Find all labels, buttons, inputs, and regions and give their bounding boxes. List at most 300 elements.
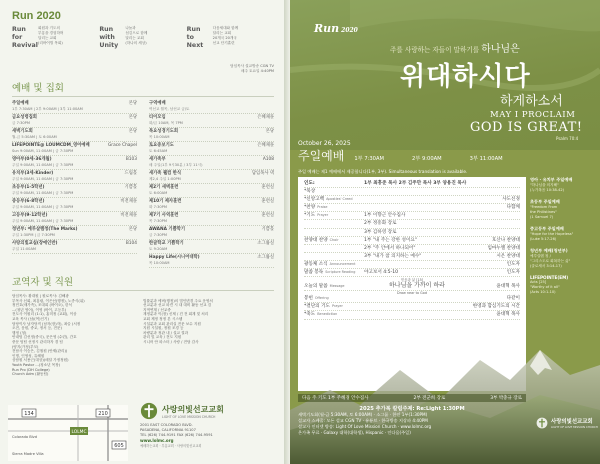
- broadcast-note-line: 매주 토요일 4:40PM: [241, 69, 274, 73]
- service-name: 유치부(3세-Kinder): [12, 171, 54, 176]
- service-place: 은혜채플: [257, 143, 274, 148]
- run-word: Run: [99, 26, 114, 33]
- order-content: 1부 최흥준 목사 2부 김주만 목사 3부 양용진 목사: [364, 181, 467, 186]
- order-row: [304, 282, 520, 291]
- department-name: LIFEPOINTE(EM): [530, 275, 569, 280]
- department-name: 청년부 예배(청년부): [530, 248, 568, 253]
- service-item: [149, 100, 274, 114]
- service-place: 훈련실: [261, 213, 274, 218]
- hero-banner: [290, 0, 600, 150]
- service-time: 목 10:00AM: [149, 261, 170, 265]
- service-name: 고등부(9-12학년): [12, 213, 48, 218]
- service-item: [12, 240, 137, 254]
- staff-line: 전도사 이원리 (1:1), 홈미정 (교회), 이상: [12, 312, 77, 317]
- order-label-ko: 말씀 봉독: [304, 270, 324, 276]
- service-time: 토 6:45AM: [149, 149, 168, 153]
- bottom-highlight: 2025 추가복 칼럼주제: Re:Light 1:30PM: [359, 406, 465, 412]
- order-row: [304, 229, 520, 237]
- service-name: 새벽기도회: [12, 129, 33, 134]
- run-desc-line: 달리는 교회: [38, 36, 57, 40]
- department-detail: "Freedom From: [530, 205, 558, 209]
- staff-line: 행정 (청): [12, 330, 27, 335]
- staff-line: Run Pro (DH College): [12, 367, 50, 372]
- service-header: [298, 140, 503, 164]
- staff-line: 교육 목사 (남/(여)인기): [12, 316, 49, 321]
- broadcast-note: [12, 64, 274, 74]
- service-time: 여선교 월목, 남선교 금/토: [149, 107, 190, 111]
- order-label-en: Apostles' Creed: [326, 197, 353, 202]
- staff-line: 관리 및 교육 / 전도 지원: [143, 335, 182, 340]
- staff-right-column: [143, 299, 274, 377]
- order-row: [304, 303, 520, 311]
- staff-line: 안내팀 김선정(중국), 문은영 (수련), 간호: [12, 335, 77, 340]
- right-panel: [290, 0, 600, 464]
- service-times: [354, 155, 502, 162]
- run-col-desc: [125, 26, 147, 62]
- department-detail: "하나님을 의지해": [530, 183, 559, 187]
- church-logo-icon: [536, 417, 548, 429]
- service-name: 새가족 웰컴 한식: [149, 171, 182, 176]
- service-item: [149, 128, 274, 142]
- service-title: 주일예배: [298, 149, 345, 163]
- service-time: 토 6:00AM: [149, 191, 168, 195]
- staff-line: 시설분과 교회 관리실 전문 보수 지원: [143, 321, 201, 326]
- left-panel: [0, 0, 284, 464]
- run-word: for: [12, 34, 23, 41]
- order-label-en: Offering: [314, 296, 329, 301]
- run-col-big: [12, 26, 38, 62]
- department-detail: the Philistines": [530, 210, 557, 214]
- map-label-church: LOLMC: [71, 430, 87, 435]
- service-name: 한글학교 기쁨학기: [149, 241, 184, 246]
- church-logo-icon: [140, 402, 158, 420]
- staff-line: 오전, 음원, 중교, 정서 등, 전문): [12, 326, 62, 331]
- location-map: [8, 405, 128, 461]
- order-label-ko: 인도:: [304, 181, 315, 186]
- order-label-ko: *결단의 기도: [304, 304, 330, 310]
- run-desc-line: 선교 단기훈련: [212, 41, 235, 45]
- order-label-ko: *신앙고백: [304, 197, 325, 203]
- church-address: [140, 423, 280, 438]
- staff-line: 정민호(새가족), 조대희 (바이오), 한석: [12, 303, 72, 308]
- order-leader: 인도자: [506, 270, 520, 276]
- order-label-en: Prayer: [317, 213, 329, 218]
- order-content: 2부 정흥화 장로: [364, 221, 397, 227]
- department-name: 중고등부 주일예배: [530, 226, 564, 231]
- run-logo-year: 2020: [341, 27, 358, 34]
- service-item: [12, 170, 137, 184]
- service-name: 제7기 사역훈련: [149, 213, 179, 218]
- department-detail: Acts [25]: [530, 280, 547, 284]
- order-label-ko: *묵상: [304, 189, 316, 195]
- service-item: [149, 156, 274, 170]
- run-col-desc: [213, 26, 238, 62]
- order-note: Draw near to God: [396, 291, 428, 296]
- service-time: 주일 9:00AM, 11:00AM | 금 7:30PM: [12, 219, 74, 223]
- run-col-big: [187, 26, 213, 62]
- run-desc-line: 달리는 교회: [125, 36, 144, 40]
- order-label: [304, 261, 364, 268]
- order-content: 2부 "주 안에서 하나되어": [364, 245, 416, 251]
- order-label-ko: 찬양대 찬양: [304, 237, 328, 243]
- order-leader: 시온 찬양대: [496, 253, 520, 259]
- service-place: 본당: [265, 129, 274, 134]
- order-label-ko: 봉헌: [304, 296, 313, 302]
- service-item: [149, 212, 274, 226]
- run-desc-line: 다음세대와 함께: [212, 26, 239, 30]
- bottom-line: 설교자 인터넷 방송: Light Of Love Mission Church · www.lolmc.org: [298, 424, 432, 429]
- order-content: 3부 "내가 참 의지하는 예수": [364, 253, 422, 259]
- service-item: [12, 128, 137, 142]
- run-word: Unity: [99, 42, 119, 49]
- order-row: [304, 269, 520, 277]
- staff-line: 담당이사 남자당직 (남자(장)자), 최슬 (서정: [12, 321, 81, 326]
- services-grid: [12, 100, 274, 268]
- service-place: 훈련실: [261, 185, 274, 190]
- order-label-en: Message: [329, 284, 345, 289]
- order-label: [304, 311, 364, 318]
- order-content: 하나님을 가까이 하라: [389, 282, 445, 290]
- service-place: 본당: [128, 129, 137, 134]
- staff-line: 재정분과 이(장) 신제 / 건 전 회계 및 처리: [143, 312, 209, 317]
- order-label-en: Benediction: [317, 312, 338, 317]
- service-time: 1부 7:30AM | 2부 9:00AM | 3부 11:00AM: [12, 107, 83, 111]
- service-item: [149, 226, 274, 240]
- department-sermons: [530, 177, 596, 301]
- run-col-big: [99, 26, 125, 62]
- run-desc-line: 달리는 교회: [212, 31, 232, 35]
- order-row: [304, 311, 520, 319]
- order-label-en: Scripture Reading: [325, 270, 356, 275]
- run-word: Revival: [12, 42, 38, 49]
- run-logo-text: Run: [314, 22, 340, 35]
- service-item: [12, 142, 137, 156]
- run-logo: [314, 22, 358, 35]
- order-label-ko: *기도: [304, 213, 316, 219]
- service-name: 사랑의빛교실(장애인반): [12, 241, 58, 246]
- next-week-item: 3부 박충규 장로: [490, 396, 522, 401]
- order-leader: 윤대혁 목사: [496, 312, 520, 318]
- hero-top-small: 주를 사랑하는 자들이 말하기를: [390, 46, 480, 54]
- map-label-sierra: Sierra Madre Villa: [12, 452, 44, 456]
- service-item: [149, 240, 274, 254]
- order-leader: 다함께: [506, 205, 520, 211]
- staff-line: 중문 팀팀 선정시 관리하자 경 팀: [12, 339, 63, 344]
- hero-eng-line1: MAY I PROCLAIM: [490, 110, 576, 120]
- staff-line: Youth Pastor ...(청소년 목장): [12, 362, 61, 367]
- service-place: 본당: [128, 115, 137, 120]
- hero-main-title: 위대하시다: [400, 62, 531, 92]
- service-place: 비전채플: [120, 199, 137, 204]
- bottom-line: 새벽기도회(월-금 5:30AM, 토 6:00AM) · 소그룹 · 한인 1부(1:30PM): [298, 412, 428, 417]
- order-content: 3부 김하영 장로: [364, 229, 397, 235]
- staff-line: ...(청년 영어), 이영 (바이, 고등부): [12, 307, 67, 312]
- staff-head: 담임목사: 황대원 | 원로목사: 김해광: [12, 294, 69, 298]
- staff-line: 부목사 신회, 최홍림, 이은선(행정), 노종식(위): [12, 298, 85, 303]
- service-time: 주일 1:30PM | 금 7:30PM: [12, 233, 55, 237]
- run-desc-line: (리바이벌 목회): [38, 41, 63, 45]
- department-sermon: [530, 275, 596, 295]
- map-label-134: 134: [24, 411, 34, 417]
- order-row: [304, 220, 520, 228]
- translation-note: 주일 예배는 제1 예배에서 제공합니다(1부, 3부). Simultaneous translation is available.: [298, 169, 468, 174]
- service-item: [12, 156, 137, 170]
- department-sermon: [530, 177, 596, 193]
- staff-line: 차량분과 정관 내 / 설교 결과: [143, 330, 189, 335]
- run-word: Next: [186, 42, 204, 49]
- service-time: 3부 11:00AM: [469, 156, 503, 162]
- run-desc-line: 섬김으로 함께: [125, 31, 148, 35]
- church-name-block: [162, 404, 224, 419]
- order-label-ko: *축도: [304, 312, 316, 318]
- staff-line: 전담사 이승은, 김철원 (안제(관리)): [12, 349, 68, 354]
- service-name: 토요중보기도: [149, 143, 174, 148]
- staff-line: 지역연계 / 선교중: [143, 307, 171, 312]
- broadcast-note-line: 담임목사 설교방송 CGN TV: [230, 64, 274, 68]
- service-place: 기쁨홀: [124, 185, 137, 190]
- hero-top-line: [390, 40, 520, 55]
- church-name: 사랑의빛선교교회: [162, 404, 224, 414]
- order-label-ko: *찬양: [304, 205, 316, 211]
- order-label-en: Announcement: [329, 261, 356, 266]
- run-word: Run: [186, 26, 201, 33]
- service-item: [149, 198, 274, 212]
- staff-line: 시니어 안 파스터 / 사랑 / 전담 감사: [143, 339, 199, 344]
- run-columns: [12, 26, 274, 62]
- service-place: 소그룹실: [257, 255, 274, 260]
- service-place: B103: [125, 157, 137, 162]
- staff-list: [12, 294, 274, 377]
- order-row: [304, 212, 520, 220]
- order-leader: 인도자: [506, 261, 520, 267]
- staff-line: 상담원 서용근(대상)(매달 가정정원): [12, 358, 69, 363]
- order-label-en: Prayer: [331, 304, 343, 309]
- service-item: [12, 114, 137, 128]
- department-name: 초등부 주일예배: [530, 199, 560, 204]
- service-name: 구역예배: [149, 101, 166, 106]
- department-detail: (골로새서 3:14-17): [530, 264, 562, 268]
- service-time: 목 7:30PM: [149, 219, 167, 223]
- order-row: [304, 245, 520, 253]
- staff-line: 선교분과 선교 파견 시 내 대비 활동 선교 검: [143, 303, 212, 308]
- church-name-block: [551, 417, 598, 429]
- church-logo-right: [536, 417, 598, 429]
- order-label-en: Choir: [329, 237, 339, 242]
- service-item: [149, 184, 274, 198]
- address-line: PASADENA, CALIFORNIA 91107: [140, 428, 196, 432]
- service-name: 티이모임: [149, 115, 166, 120]
- service-place: 훈련실: [261, 199, 274, 204]
- service-item: [12, 100, 137, 114]
- service-item: [149, 170, 274, 184]
- next-week-item: 2부 전군희 장로: [413, 396, 446, 401]
- staff-left-column: [12, 299, 143, 377]
- order-leader: 호산나 찬양대: [491, 237, 520, 243]
- staff-section-title: 교역자 및 직원: [12, 274, 274, 291]
- order-row: [304, 180, 520, 188]
- church-name: 사랑의빛선교교회: [551, 419, 593, 425]
- service-name: 영아부(0세-36개월): [12, 157, 52, 162]
- bottom-announcements: [298, 406, 526, 436]
- staff-line: (양지(가정)부모): [12, 344, 39, 349]
- department-detail: "그리스도로 회복하는 삶": [530, 259, 571, 263]
- order-row: [304, 295, 520, 303]
- order-label: [304, 180, 364, 187]
- service-time: 주일 9:00AM, 11:00AM | 금 7:30PM: [12, 205, 74, 209]
- address-line: 2001 EAST COLORADO BLVD.: [140, 423, 193, 427]
- hero-eng-line2: GOD IS GREAT!: [470, 120, 583, 135]
- department-sermon: [530, 199, 596, 220]
- staff-columns: [12, 299, 274, 377]
- order-label-ko: 오늘의 말씀: [304, 284, 328, 290]
- church-sub: LIGHT OF LOVE MISSION CHURCH: [551, 425, 598, 429]
- service-place: 은혜채플: [257, 115, 274, 120]
- service-name: 새가족부: [149, 157, 166, 162]
- order-label: [304, 269, 364, 276]
- order-label-en: Praise: [317, 205, 328, 210]
- order-label: [304, 212, 364, 219]
- order-leader: 임마누엘 찬양대: [487, 245, 520, 251]
- service-name: 금요성령집회: [12, 115, 37, 120]
- service-name: AWANA 기쁨학기: [149, 227, 186, 232]
- order-row: [304, 196, 520, 204]
- service-time: 화/금 10AM, 목 7PM: [149, 121, 183, 125]
- department-sermon: [530, 226, 596, 242]
- map-label-210: 210: [98, 411, 108, 417]
- service-item: [149, 254, 274, 268]
- order-row: [304, 188, 520, 196]
- map-label-colorado: Colorado Blvd: [12, 435, 38, 439]
- service-title-row: [298, 147, 503, 164]
- staff-line: Church Adm (활동팀): [12, 372, 49, 377]
- services-right-column: [143, 100, 274, 268]
- service-time: 주일 11:00AM: [12, 247, 37, 251]
- bottom-line: 온가족 무료 · Galaxy 대학(대학생), Hispanic · 인다음(주일): [298, 430, 411, 435]
- church-tagline: 예배하는교회 · 부흥교회 · 사랑의빛선교교회: [140, 444, 202, 448]
- service-name: 주일예배: [12, 101, 29, 106]
- worship-section-title: 예배 및 집회: [12, 80, 274, 97]
- run-column-next: [187, 26, 274, 62]
- order-row: [304, 204, 520, 212]
- service-item: [12, 226, 137, 240]
- service-name: 목요성경기도회: [149, 129, 179, 134]
- run-word: Run: [12, 26, 26, 33]
- order-label-ko: 광동체 소식: [304, 261, 328, 267]
- church-logo-row: [140, 402, 280, 420]
- staff-line: 인명, 인영성, 유혜원: [12, 353, 45, 358]
- department-detail: (Acts 10:1-10): [530, 290, 556, 294]
- church-sub: LIGHT OF LOVE MISSION CHURCH: [162, 414, 216, 419]
- service-time: 금 7:30PM: [12, 121, 30, 125]
- service-date: October 26, 2025: [298, 140, 351, 147]
- staff-line: 법률분과 에버(행정)의 법인변경 주요 운영처: [143, 298, 213, 303]
- order-content: 야고보서 4:5-10: [364, 270, 399, 276]
- order-note: 믿음과 삶 [15]: [400, 278, 424, 283]
- order-leader: 다같이: [506, 296, 520, 302]
- service-place: 기쁨홀: [261, 227, 274, 232]
- service-name: LIFEPOINTE@ LOUMCDM_영어예배: [12, 143, 90, 148]
- service-time: 금 7:30PM: [149, 233, 167, 237]
- run-column-revival: [12, 26, 99, 62]
- hero-sub-title: 하게하소서: [500, 94, 563, 109]
- next-week-prayer: [298, 394, 526, 402]
- service-place: 본당: [128, 101, 137, 106]
- church-website-link[interactable]: www.lolmc.org: [140, 438, 174, 443]
- service-place: 드림홀: [124, 171, 137, 176]
- order-label: [304, 303, 364, 310]
- service-item: [149, 114, 274, 128]
- service-name: 중등부(6-8학년): [12, 199, 45, 204]
- service-place: 본당: [128, 227, 137, 232]
- department-detail: "Hope for the Hopeless": [530, 232, 574, 236]
- service-time: 월-금 5:30AM | 토 6:00AM: [12, 135, 57, 139]
- service-time: 1부 7:30AM: [354, 156, 385, 162]
- run-desc-line: 부흥을 경험하며: [38, 31, 64, 35]
- run-desc-line: (하나의 세상): [125, 41, 147, 45]
- service-time: 화 7:30PM: [149, 205, 167, 209]
- service-item: [12, 212, 137, 226]
- address-line: TEL (626) 744-9191 FAX (626) 744-9591: [140, 433, 213, 437]
- service-time: 제2,4 주일 1:00PM: [149, 177, 181, 181]
- department-detail: (Luke 5:17-26): [530, 237, 557, 241]
- order-label: [304, 237, 364, 244]
- run-2020-title: Run 2020: [12, 10, 61, 22]
- service-place: A108: [262, 157, 274, 162]
- department-detail: (1 Samuel 7): [530, 215, 554, 219]
- service-time: 토 9:20AM: [149, 247, 168, 251]
- order-leader: 사도신경: [502, 197, 520, 203]
- service-item: [12, 184, 137, 198]
- order-row: [304, 237, 520, 245]
- service-time: 주일 9:00AM, 11:00AM | 금 7:30PM: [12, 191, 74, 195]
- order-row: [304, 253, 520, 261]
- order-label: [304, 283, 364, 290]
- service-name: 제2기 새벽훈련: [149, 185, 179, 190]
- hero-top-big: 하나님은: [481, 44, 520, 55]
- service-name: 청년부: 예루살렘청(The Marks): [12, 227, 78, 232]
- order-content: 1부 이향근 안수집사: [364, 213, 406, 219]
- service-item: [149, 142, 274, 156]
- order-label: [304, 188, 364, 195]
- service-time: 매 주일(1부 9시30분 / 3부 11시): [149, 163, 203, 167]
- service-time: Sun 9:00AM, 11:00AM | 금 7:30PM: [12, 149, 74, 153]
- order-label: [304, 204, 364, 211]
- service-place: Grace Chapel: [107, 143, 137, 148]
- service-name: Happy Life(시니어대학): [149, 255, 200, 260]
- run-word: to: [186, 34, 194, 41]
- department-detail: 예루살렘 청 /: [530, 254, 551, 258]
- service-name: 초등부(1-5학년): [12, 185, 45, 190]
- services-left-column: [12, 100, 143, 268]
- service-item: [12, 198, 137, 212]
- department-sermon: [530, 248, 596, 269]
- department-name: 영아 · 유치부 주일예배: [530, 177, 573, 182]
- order-row: [304, 261, 520, 269]
- department-detail: (누가복음 10:38-42): [530, 188, 565, 192]
- service-name: 제10기 제자훈련: [149, 199, 182, 204]
- staff-line: 지원 시설원, 정원 조경 등: [143, 326, 184, 331]
- order-label: [304, 196, 364, 203]
- order-leader: 한영과 합심기도의 시간: [472, 304, 520, 310]
- run-desc-line: 나눔과: [125, 26, 136, 30]
- run-col-desc: [38, 26, 63, 62]
- service-time: 주일 9:00AM, 11:00AM | 금 7:30PM: [12, 163, 74, 167]
- service-place: 담임목사 댁: [251, 171, 274, 176]
- order-leader: 윤대혁 목사: [496, 284, 520, 290]
- order-label: [304, 295, 364, 302]
- service-place: B104: [125, 241, 137, 246]
- run-word: with: [99, 34, 115, 41]
